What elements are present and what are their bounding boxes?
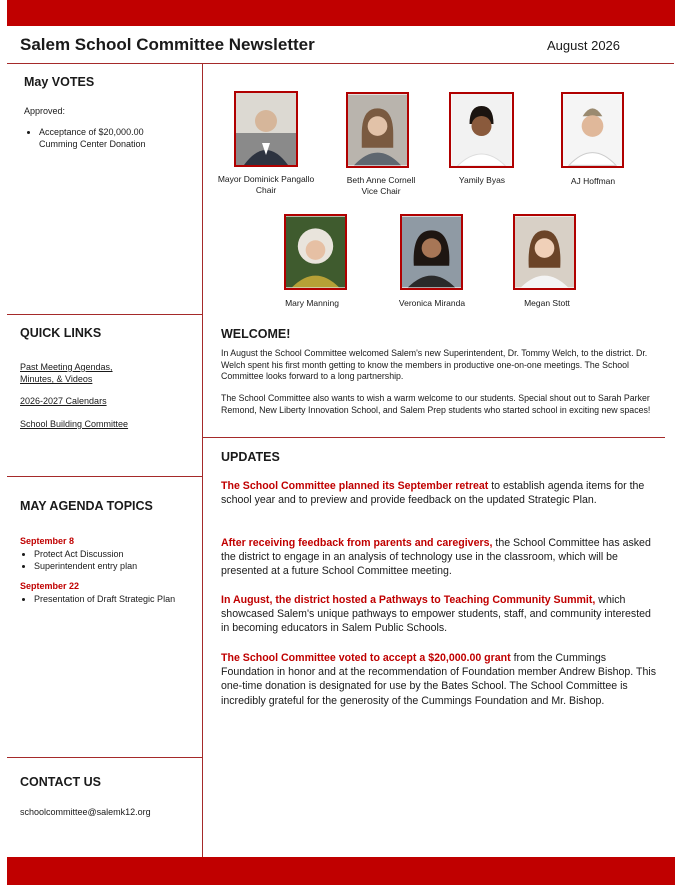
member-name: Megan Stott bbox=[524, 298, 570, 308]
member-caption bbox=[367, 298, 497, 309]
member-photo bbox=[346, 92, 409, 168]
header-divider bbox=[7, 63, 674, 64]
divider bbox=[203, 437, 665, 438]
issue-date: August 2026 bbox=[547, 38, 621, 53]
page-title: Salem School Committee Newsletter bbox=[20, 35, 315, 54]
member-role: Chair bbox=[255, 185, 277, 195]
member-caption bbox=[201, 174, 331, 196]
member-name: AJ Hoffman bbox=[570, 176, 616, 186]
update-lead: In August, the district hosted a Pathways to Teaching Community Summit, bbox=[221, 594, 596, 606]
divider bbox=[7, 476, 202, 477]
agenda-list bbox=[16, 548, 196, 572]
agenda-list bbox=[16, 593, 201, 605]
update-item bbox=[221, 651, 657, 708]
member-name: Mayor Dominick Pangallo bbox=[217, 174, 315, 184]
update-item bbox=[221, 593, 657, 636]
contact-email[interactable]: schoolcommittee@salemk12.org bbox=[20, 807, 151, 817]
vote-item: • Acceptance of $20,000.00 Cumming Center Donation bbox=[39, 126, 181, 150]
update-text: from the Cummings Foundation in honor and at the recommendation of Foundation member Andrew Bishop. This one-time donation is designated for use by the Bates School. The School Committee is incredibly grateful for the generosity of the Cummings Foundation and Mr. Bishop. bbox=[221, 652, 657, 707]
link-calendars[interactable]: 2026-2027 Calendars bbox=[20, 396, 107, 406]
agenda-item: • Superintendent entry plan bbox=[34, 560, 196, 572]
member-photo bbox=[284, 214, 347, 290]
update-text: to establish agenda items for the school year and to preview and provide feedback on the updated Strategic Plan. bbox=[221, 480, 645, 507]
agenda-heading: MAY AGENDA TOPICS bbox=[20, 499, 153, 513]
bottom-banner bbox=[7, 857, 675, 885]
member-photo bbox=[561, 92, 624, 168]
link-school-building-committee[interactable]: School Building Committee bbox=[20, 419, 129, 429]
approved-label: Approved: bbox=[24, 106, 66, 116]
welcome-paragraph: In August the School Committee welcomed Salem's new Superintendent, Dr. Tommy Welch, to the district. Dr. Welch spent his first month getting to know the members in productive one-on-one meetings. The School Committee looks forward to a long partnership. bbox=[221, 348, 648, 381]
member-name: Mary Manning bbox=[285, 298, 339, 308]
welcome-paragraph: The School Committee also wants to wish a warm welcome to our students. Special shout out to Sarah Parker Remond, New Liberty Innovation School, and Salem Prep students who started school in exciting new spaces! bbox=[221, 393, 651, 415]
updates-heading: UPDATES bbox=[221, 450, 280, 464]
update-lead: The School Committee planned its September retreat bbox=[221, 480, 489, 492]
member-photo bbox=[234, 91, 298, 167]
welcome-heading: WELCOME! bbox=[221, 327, 291, 341]
divider bbox=[7, 314, 202, 315]
update-text: the School Committee has asked the district to engage in an analysis of technology use in the classroom, which will be presented at a future School Committee meeting. bbox=[221, 537, 651, 578]
update-item bbox=[221, 536, 657, 579]
divider bbox=[7, 757, 202, 758]
top-banner bbox=[7, 0, 675, 26]
votes-heading: May VOTES bbox=[24, 75, 95, 89]
member-name: Yamily Byas bbox=[458, 175, 506, 185]
member-caption bbox=[528, 176, 658, 187]
link-past-meetings[interactable]: Past Meeting Agendas, Minutes, & Videos bbox=[20, 362, 113, 384]
contact-heading: CONTACT US bbox=[20, 775, 102, 789]
member-name: Beth Anne Cornell bbox=[346, 175, 416, 185]
member-caption bbox=[247, 298, 377, 309]
member-photo bbox=[513, 214, 576, 290]
votes-list bbox=[21, 126, 181, 150]
update-lead: The School Committee voted to accept a $20,000.00 grant bbox=[221, 652, 511, 664]
agenda-date: September 8 bbox=[20, 536, 75, 546]
member-photo bbox=[400, 214, 463, 290]
update-item bbox=[221, 479, 657, 507]
update-text: which showcased Salem's unique pathways to empower students, staff, and community interested in becoming educators in Salem Public Schools. bbox=[221, 594, 651, 635]
update-lead: After receiving feedback from parents and caregivers, bbox=[221, 537, 493, 549]
member-role: Vice Chair bbox=[361, 186, 401, 196]
member-caption bbox=[482, 298, 612, 309]
agenda-item: • Presentation of Draft Strategic Plan bbox=[34, 593, 201, 605]
member-photo bbox=[449, 92, 514, 168]
quick-links-heading: QUICK LINKS bbox=[20, 326, 102, 340]
agenda-date: September 22 bbox=[20, 581, 80, 591]
member-name: Veronica Miranda bbox=[398, 298, 466, 308]
agenda-item: • Protect Act Discussion bbox=[34, 548, 196, 560]
